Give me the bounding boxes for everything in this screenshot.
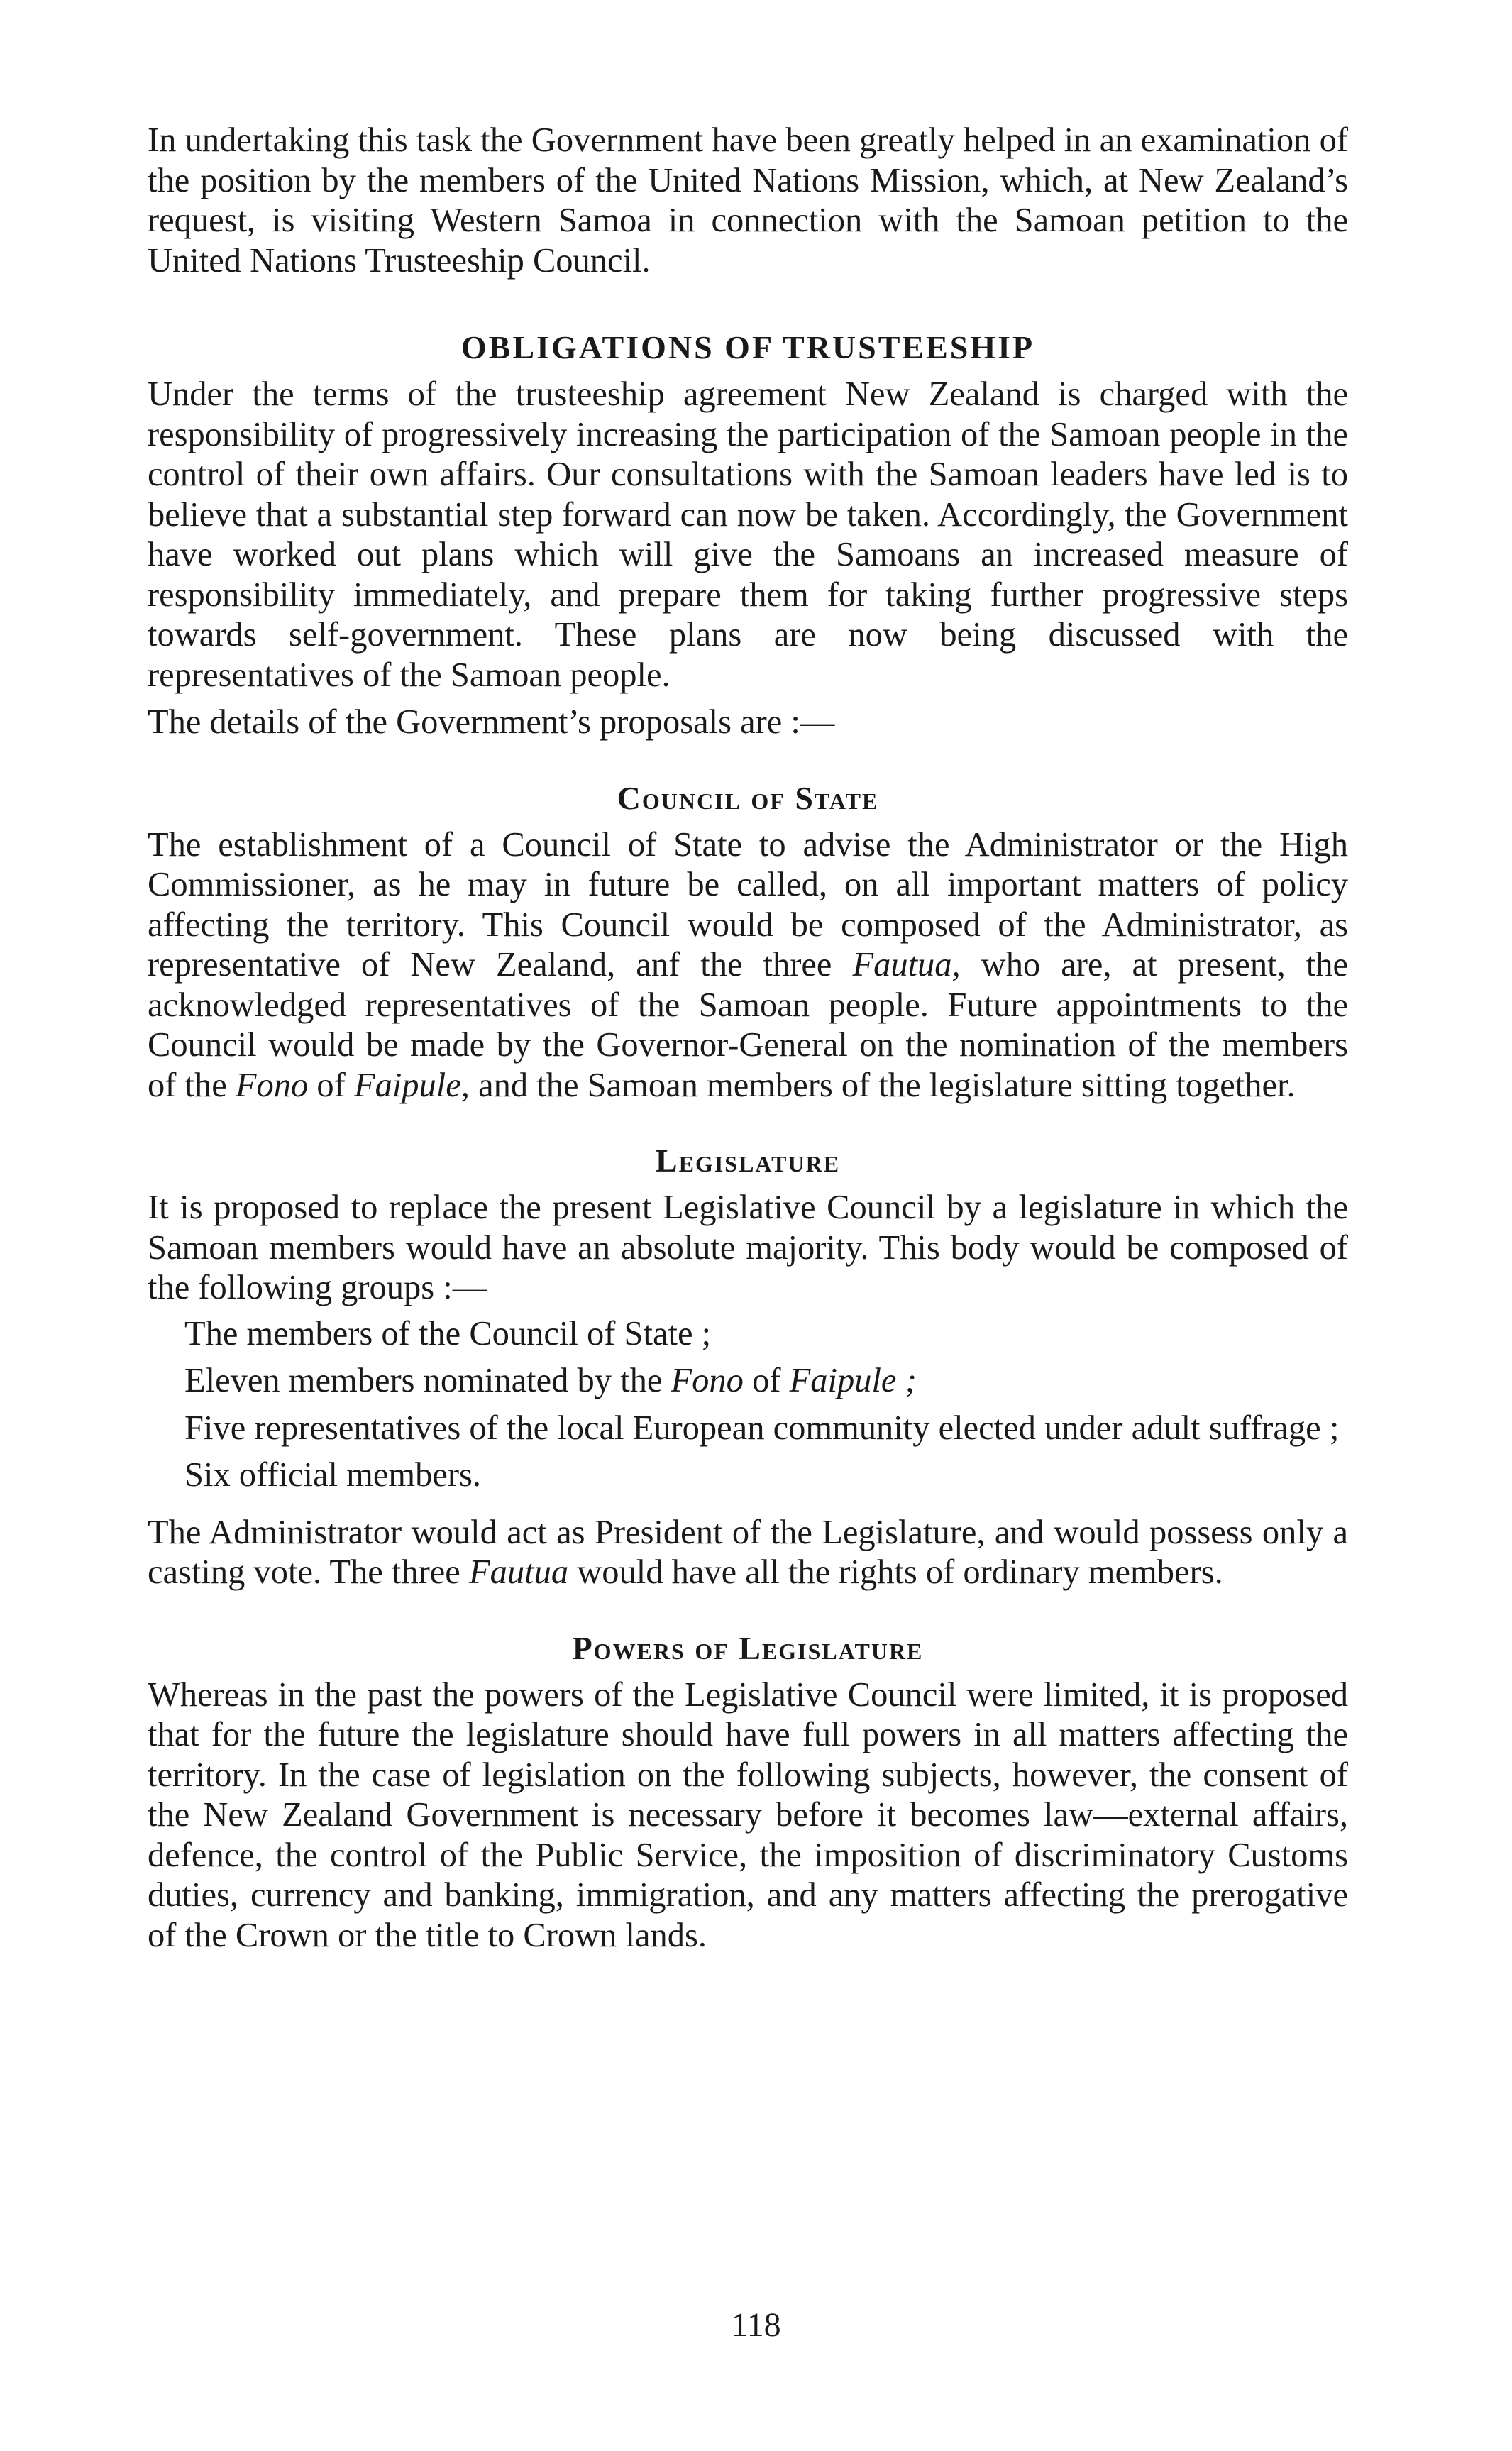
legislature-paragraph: It is proposed to replace the present Legislative Council by a legislature in which the Samoan members would have an absolute majority. This body would be composed of the following groups :—	[148, 1189, 1348, 1306]
powers-heading: Powers of Legislature	[572, 1629, 924, 1666]
president-text-a: The Administrator would act as President of the Legislature, and would possess only a casting vote. The three	[148, 1513, 1348, 1591]
council-text-b: who are, at present, the acknowledged representatives of the Samoan people. Future appointments to the Council would be made by the Governor-General on the nomination of the members of the	[148, 946, 1348, 1104]
item2-of: of	[743, 1362, 790, 1399]
fono-term: Fono	[235, 1066, 309, 1104]
obligations-heading: OBLIGATIONS OF TRUSTEESHIP	[460, 329, 1035, 365]
intro-paragraph: In undertaking this task the Government have been greatly helped in an examination of the position by the members of the United Nations Mission, which, at New Zealand’s request, is visiting Western Samoa in connection with the Samoan petition to the United Nations Trusteeship Council.	[148, 121, 1348, 280]
president-paragraph	[148, 1513, 1348, 1593]
faipule-term: Faipule,	[353, 1066, 470, 1104]
fautua-term: Fautua,	[852, 946, 961, 984]
legislature-heading: Legislature	[655, 1142, 841, 1179]
faipule-term: Faipule ;	[789, 1362, 917, 1399]
powers-paragraph: Whereas in the past the powers of the Legislative Council were limited, it is proposed that for the future the legislature should have full powers in all matters affecting the territory. In the case of legislation on the following subjects, however, the consent of the New Zealand Government is necessary before it becomes law—external affairs, defence, the control of the Public Service, the imposition of discriminatory Customs duties, currency and banking, immigration, and any matters affecting the prerogative of the Crown or the title to Crown lands.	[148, 1675, 1348, 1954]
page-number: 118	[731, 2306, 781, 2344]
fautua-term: Fautua	[468, 1553, 569, 1591]
council-text-c: of	[308, 1066, 354, 1104]
council-heading: Council of State	[617, 779, 879, 816]
council-text-d: and the Samoan members of the legislature sitting together.	[469, 1066, 1296, 1104]
groups-list	[148, 1314, 1348, 1496]
list-item: Five representatives of the local European community elected under adult suffrage ;	[184, 1409, 1340, 1447]
fono-term: Fono	[671, 1362, 744, 1399]
council-paragraph	[148, 825, 1348, 1106]
list-item: Six official members.	[184, 1456, 482, 1494]
document-page	[148, 121, 1348, 1956]
council-text-a: The establishment of a Council of State to advise the Administrator or the High Commissioner, as he may in future be called, on all important matters of policy affecting the territory. This Council would be composed of the Administrator, as representative of New Zealand, anf the three	[148, 825, 1348, 984]
list-item: The members of the Council of State ;	[184, 1314, 712, 1353]
president-text-b: would have all the rights of ordinary members.	[568, 1553, 1223, 1591]
proposals-intro: The details of the Government’s proposals are :—	[148, 703, 835, 741]
obligations-paragraph: Under the terms of the trusteeship agreement New Zealand is charged with the responsibility of progressively increasing the participation of the Samoan people in the control of their own affairs. Our consultations with the Samoan leaders have led is to believe that a substantial step forward can now be taken. Accordingly, the Government have worked out plans which will give the Samoans an increased measure of responsibility immediately, and prepare them for taking further progressive steps towards self-government. These plans are now being discussed with the representatives of the Samoan people.	[148, 375, 1348, 694]
item2-text: Eleven members nominated by the	[184, 1362, 671, 1399]
list-item	[184, 1361, 1348, 1401]
